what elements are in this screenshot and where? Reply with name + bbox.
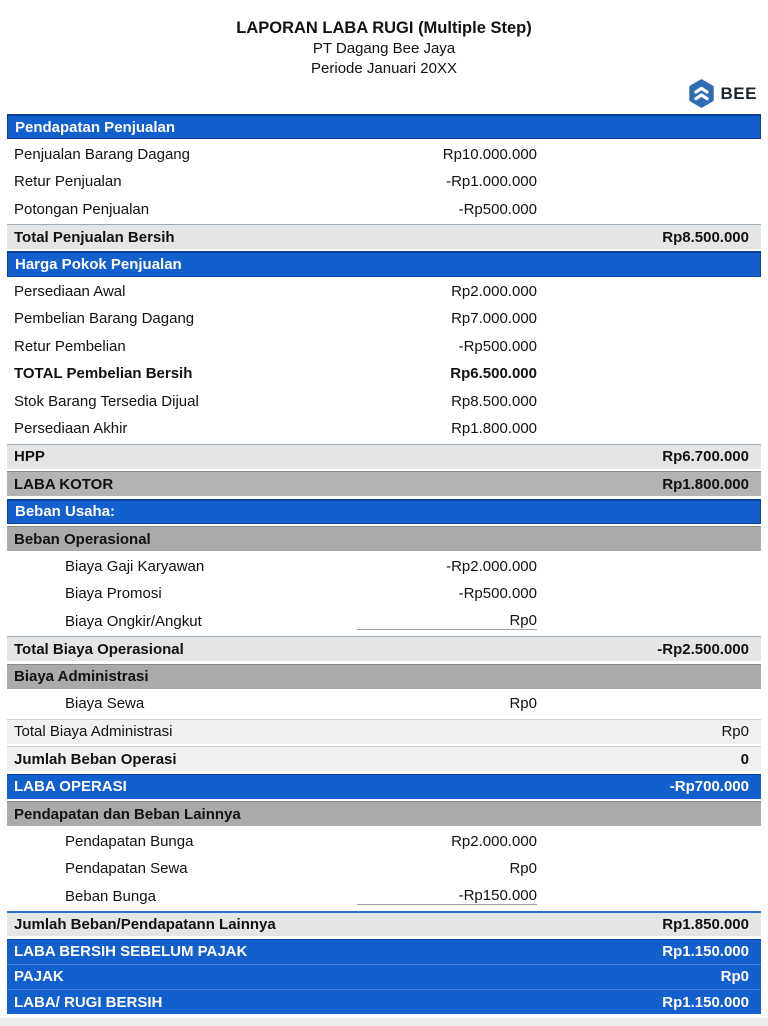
table-row [7, 774, 761, 799]
row-amount-mid: -Rp500.000 [458, 200, 537, 218]
row-label: PAJAK [14, 968, 64, 986]
table-row [7, 884, 761, 909]
table-row [7, 499, 761, 524]
row-amount-right: Rp1.800.000 [662, 475, 749, 493]
row-amount-mid: Rp2.000.000 [451, 283, 537, 300]
row-label: Pembelian Barang Dagang [14, 310, 195, 328]
table-row [7, 939, 761, 964]
row-label: LABA/ RUGI BERSIH [14, 993, 163, 1011]
table-row [7, 444, 761, 469]
row-label: Pendapatan Sewa [65, 860, 188, 878]
table-row [7, 801, 761, 826]
row-label: Total Biaya Operasional [14, 640, 184, 658]
row-amount-mid: -Rp150.000 [357, 887, 537, 905]
page-title: LAPORAN LABA RUGI (Multiple Step) [236, 19, 532, 37]
row-label: Jumlah Beban/Pendapatann Lainnya [14, 916, 276, 934]
bee-logo-text: BEE [720, 83, 757, 103]
row-label: Total Penjualan Bersih [14, 228, 175, 246]
row-amount-mid: Rp0 [509, 695, 537, 713]
row-amount-mid: -Rp2.000.000 [446, 557, 537, 575]
row-label: HPP [14, 448, 45, 466]
row-label: Persediaan Akhir [14, 420, 128, 438]
row-label: Harga Pokok Penjualan [15, 256, 182, 274]
table-row [7, 664, 761, 689]
table-row [7, 746, 761, 771]
row-amount-mid: Rp6.500.000 [450, 365, 537, 383]
row-amount-right: -Rp700.000 [669, 778, 749, 796]
report-period: Periode Januari 20XX [311, 60, 457, 77]
table-row [7, 691, 761, 716]
row-label: TOTAL Pembelian Bersih [14, 365, 193, 383]
table-row [7, 196, 761, 221]
row-label: Penjualan Barang Dagang [14, 145, 190, 163]
row-label: LABA OPERASI [14, 778, 127, 796]
report-table [7, 114, 761, 1016]
table-row [7, 114, 761, 139]
row-amount-mid: Rp0 [357, 612, 537, 630]
table-row [7, 554, 761, 579]
row-label: Retur Pembelian [14, 337, 126, 355]
row-amount-mid: Rp7.000.000 [451, 310, 537, 328]
table-row [7, 989, 761, 1014]
row-label: Persediaan Awal [14, 283, 126, 300]
table-row [7, 306, 761, 331]
table-row [7, 224, 761, 249]
row-label: Retur Penjualan [14, 173, 122, 191]
table-row [7, 829, 761, 854]
row-amount-mid: Rp1.800.000 [451, 420, 537, 438]
row-label: Biaya Gaji Karyawan [65, 557, 205, 575]
row-amount-right: 0 [740, 750, 749, 768]
table-row [7, 911, 761, 936]
row-label: Biaya Ongkir/Angkut [65, 612, 202, 630]
table-row [7, 719, 761, 744]
row-label: LABA KOTOR [14, 475, 114, 493]
table-row [7, 856, 761, 881]
company-name: PT Dagang Bee Jaya [312, 40, 456, 57]
row-amount-mid: Rp10.000.000 [442, 145, 537, 163]
row-label: Beban Operasional [14, 530, 151, 548]
row-amount-right: -Rp2.500.000 [657, 640, 749, 658]
row-amount-right: Rp1.850.000 [662, 916, 749, 934]
table-row [7, 389, 761, 414]
table-row [7, 526, 761, 551]
row-label: Potongan Penjualan [14, 200, 150, 218]
table-row [7, 609, 761, 634]
table-row [7, 471, 761, 496]
row-label: Stok Barang Tersedia Dijual [14, 392, 199, 410]
row-amount-mid: -Rp500.000 [458, 337, 537, 355]
table-row [7, 169, 761, 194]
row-label: Pendapatan Bunga [65, 832, 194, 850]
row-amount-right: Rp1.150.000 [662, 943, 749, 961]
row-amount-mid: -Rp500.000 [458, 585, 537, 603]
row-amount-right: Rp8.500.000 [662, 228, 749, 246]
row-label: Pendapatan dan Beban Lainnya [14, 805, 241, 823]
table-row [7, 964, 761, 989]
row-amount-right: Rp6.700.000 [662, 448, 749, 466]
row-label: Biaya Sewa [65, 695, 145, 713]
row-label: Pendapatan Penjualan [15, 118, 176, 136]
row-label: Biaya Administrasi [14, 668, 149, 686]
row-amount-right: Rp0 [720, 968, 749, 986]
row-label: LABA BERSIH SEBELUM PAJAK [14, 943, 248, 961]
table-row [7, 334, 761, 359]
bee-logo [688, 79, 757, 108]
row-amount-mid: Rp8.500.000 [451, 392, 537, 410]
row-label: Jumlah Beban Operasi [14, 750, 177, 768]
page-bottom-edge [0, 1018, 768, 1026]
row-label: Beban Bunga [65, 887, 156, 905]
table-row [7, 416, 761, 441]
row-amount-mid: -Rp1.000.000 [446, 173, 537, 191]
row-amount-mid: Rp0 [509, 860, 537, 878]
table-row [7, 636, 761, 661]
row-label: Total Biaya Administrasi [14, 723, 173, 741]
document-header [7, 0, 761, 114]
table-row [7, 141, 761, 166]
row-amount-right: Rp0 [721, 723, 749, 741]
row-label: Beban Usaha: [15, 503, 116, 521]
row-amount-mid: Rp2.000.000 [451, 832, 537, 850]
table-row [7, 279, 761, 304]
table-row [7, 361, 761, 386]
table-row [7, 581, 761, 606]
bee-hexagon-icon [688, 79, 715, 108]
table-row [7, 251, 761, 276]
row-amount-right: Rp1.150.000 [662, 993, 749, 1011]
row-label: Biaya Promosi [65, 585, 162, 603]
